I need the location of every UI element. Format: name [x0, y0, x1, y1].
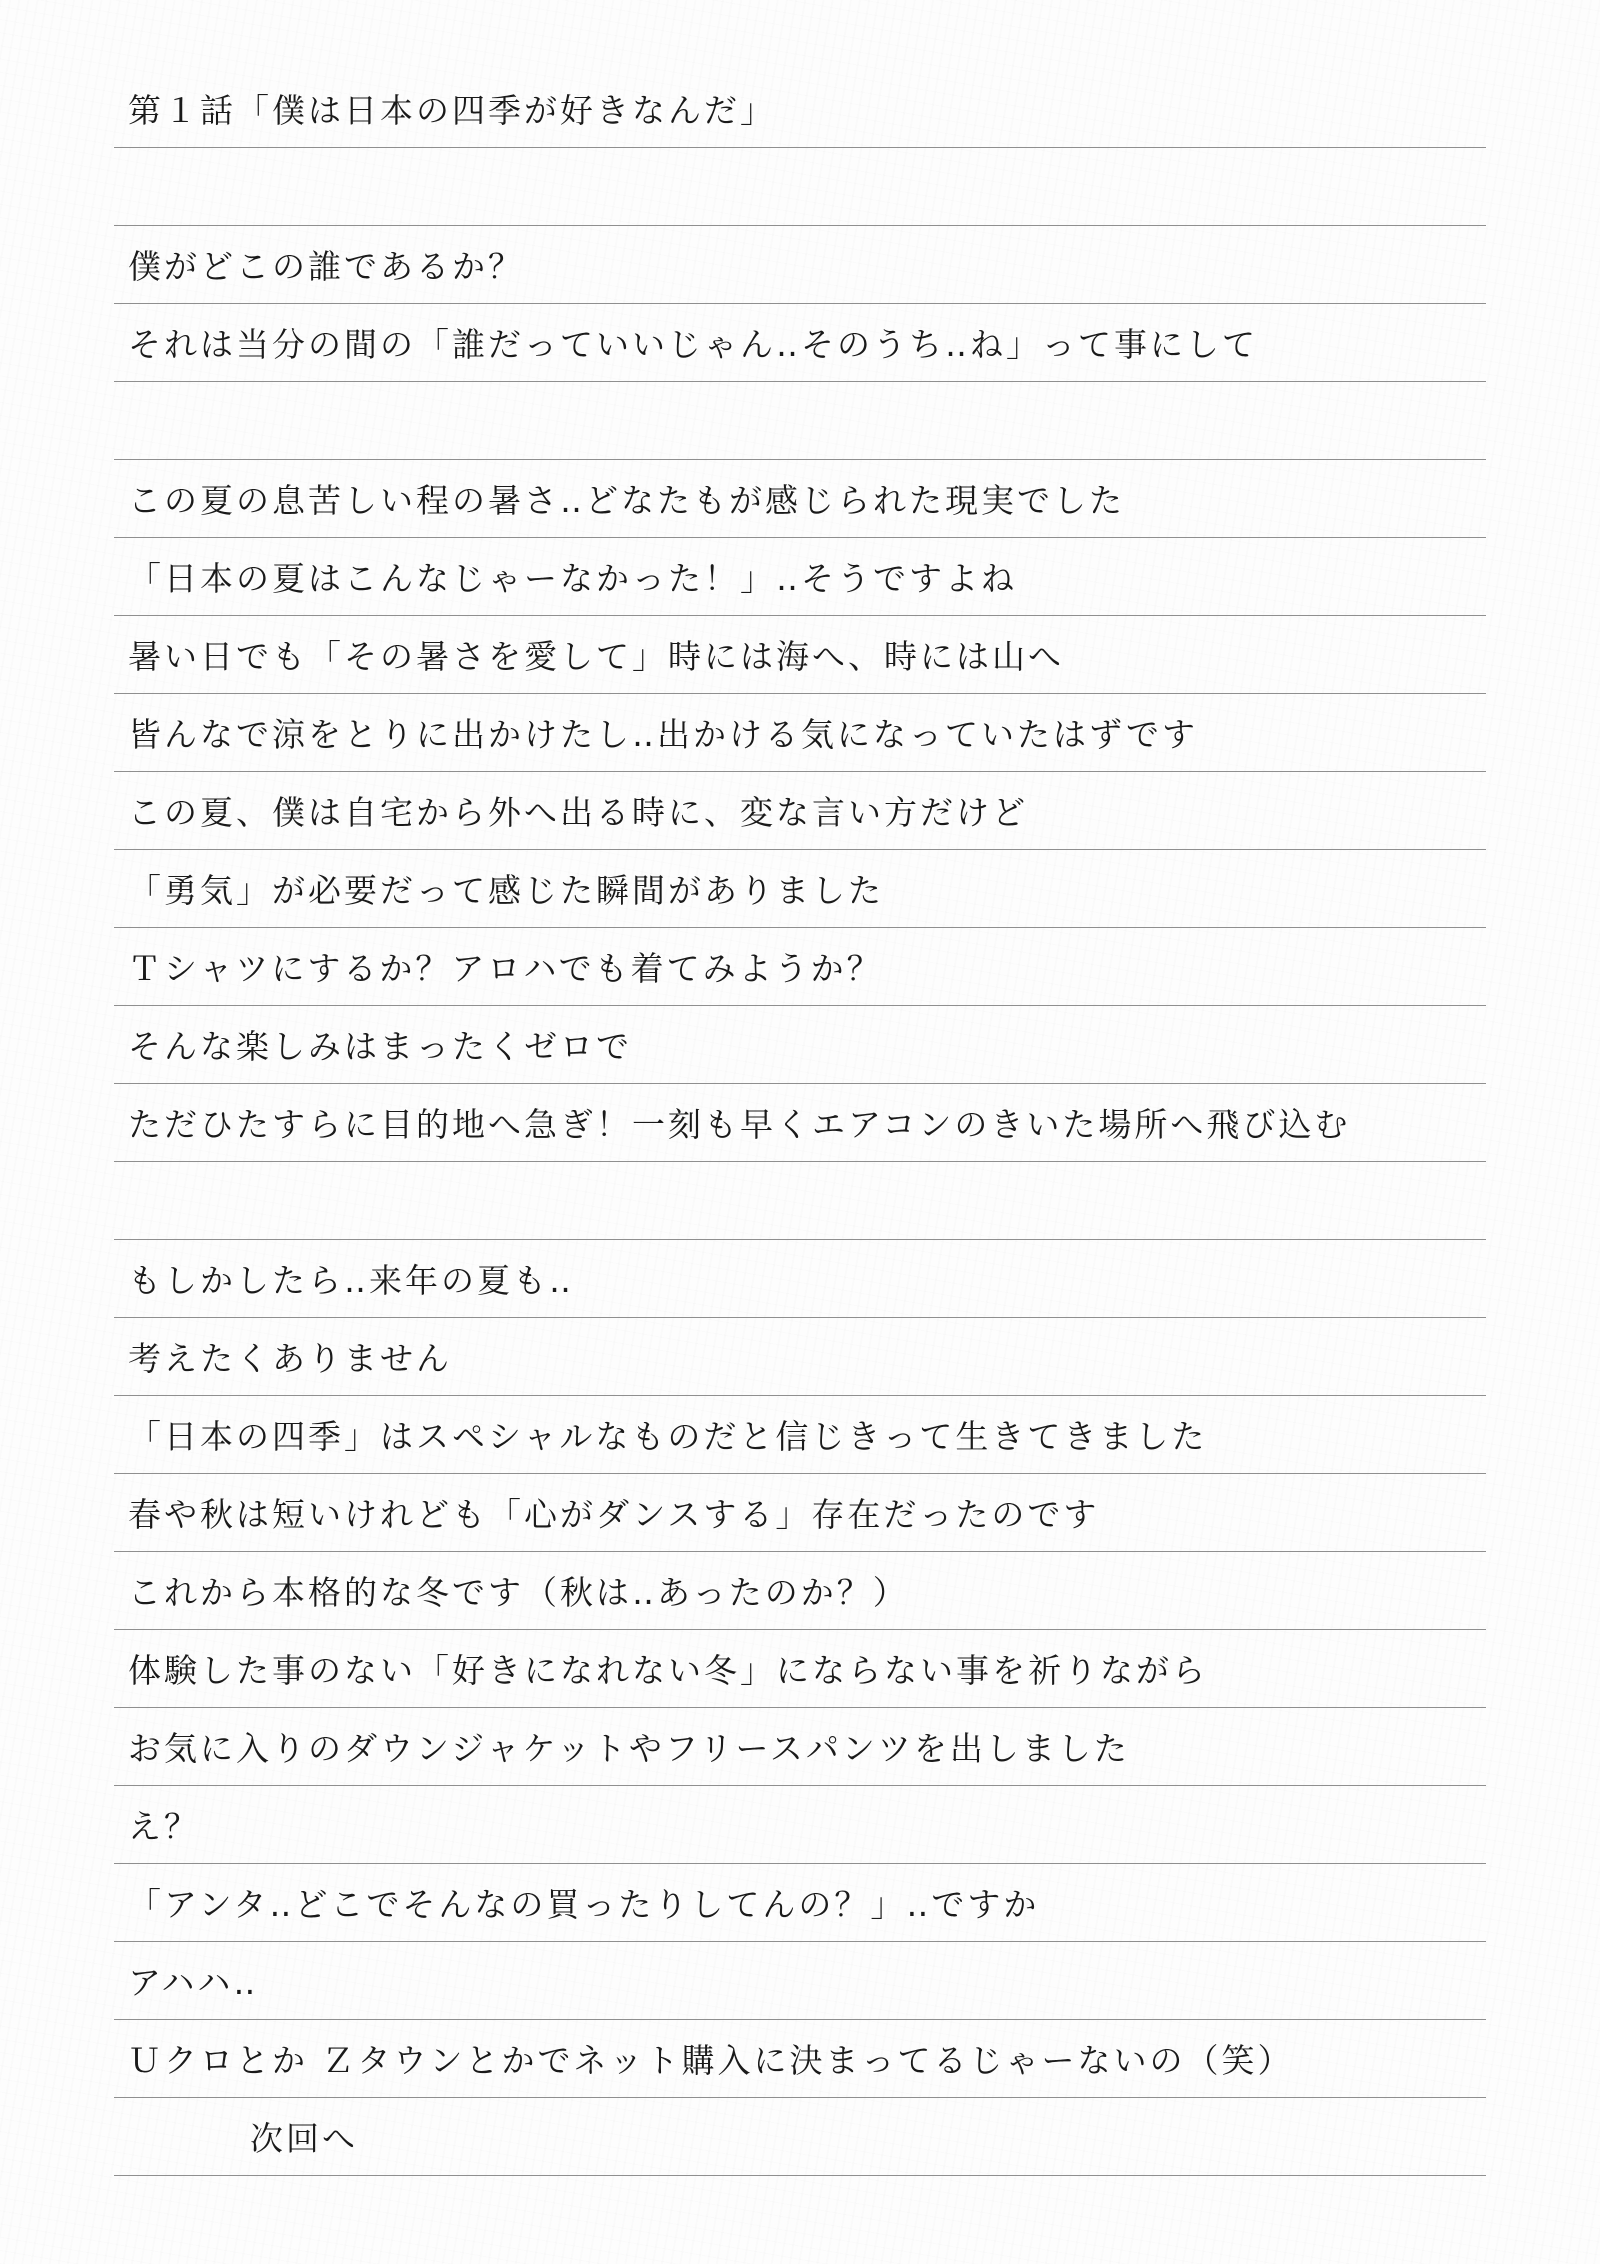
text-line: 「日本の四季」はスペシャルなものだと信じきって生きてきました — [114, 1396, 1486, 1474]
ruled-sheet — [114, 70, 1486, 2176]
text-line: Ｔシャツにするか？アロハでも着てみようか？ — [114, 928, 1486, 1006]
text-line: 僕がどこの誰であるか？ — [114, 226, 1486, 304]
text-line: これから本格的な冬です（秋は‥あったのか？） — [114, 1552, 1486, 1630]
text-line: 皆んなで涼をとりに出かけたし‥出かける気になっていたはずです — [114, 694, 1486, 772]
text-line: もしかしたら‥来年の夏も‥ — [114, 1240, 1486, 1318]
text-line: え？ — [114, 1786, 1486, 1864]
text-line: 体験した事のない「好きになれない冬」にならない事を祈りながら — [114, 1630, 1486, 1708]
text-line: 暑い日でも「その暑さを愛して」時には海へ、時には山へ — [114, 616, 1486, 694]
blank-line — [114, 382, 1486, 460]
text-line: ただひたすらに目的地へ急ぎ！一刻も早くエアコンのきいた場所へ飛び込む — [114, 1084, 1486, 1162]
text-line: この夏の息苦しい程の暑さ‥どなたもが感じられた現実でした — [114, 460, 1486, 538]
text-line: 「日本の夏はこんなじゃーなかった！」‥そうですよね — [114, 538, 1486, 616]
text-line: 考えたくありません — [114, 1318, 1486, 1396]
next-chapter-note: 次回へ — [114, 2098, 1486, 2176]
chapter-title: 第１話「僕は日本の四季が好きなんだ」 — [114, 70, 1486, 148]
blank-line — [114, 148, 1486, 226]
text-line: 春や秋は短いけれども「心がダンスする」存在だったのです — [114, 1474, 1486, 1552]
text-line: お気に入りのダウンジャケットやフリースパンツを出しました — [114, 1708, 1486, 1786]
text-line: この夏、僕は自宅から外へ出る時に、変な言い方だけど — [114, 772, 1486, 850]
blank-line — [114, 1162, 1486, 1240]
text-line: 「アンタ‥どこでそんなの買ったりしてんの？」‥ですか — [114, 1864, 1486, 1942]
text-line: アハハ‥ — [114, 1942, 1486, 2020]
text-line: Ｕクロとか Ｚタウンとかでネット購入に決まってるじゃーないの（笑） — [114, 2020, 1486, 2098]
text-line: 「勇気」が必要だって感じた瞬間がありました — [114, 850, 1486, 928]
text-line: それは当分の間の「誰だっていいじゃん‥そのうち‥ね」って事にして — [114, 304, 1486, 382]
text-line: そんな楽しみはまったくゼロで — [114, 1006, 1486, 1084]
